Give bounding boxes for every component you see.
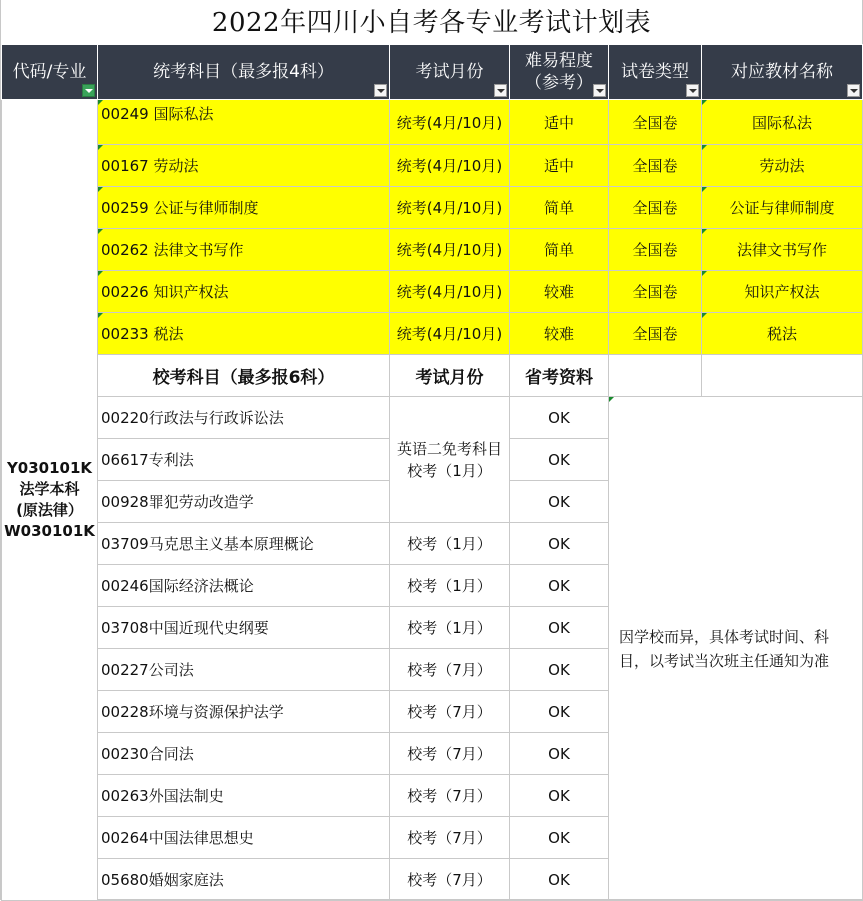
material-cell[interactable]: OK bbox=[510, 607, 609, 649]
material-cell[interactable]: OK bbox=[510, 649, 609, 691]
table-row bbox=[2, 145, 863, 187]
material-cell[interactable]: OK bbox=[510, 523, 609, 565]
unified-subject-cell[interactable]: 00167 劳动法 bbox=[98, 145, 390, 187]
textbook-cell[interactable]: 劳动法 bbox=[702, 145, 863, 187]
exam-month-cell[interactable]: 校考（1月） bbox=[390, 565, 510, 607]
paper-type-cell[interactable]: 全国卷 bbox=[609, 100, 702, 145]
material-cell[interactable]: OK bbox=[510, 439, 609, 481]
exam-month-cell[interactable]: 统考(4月/10月) bbox=[390, 229, 510, 271]
material-cell[interactable]: OK bbox=[510, 481, 609, 523]
school-subject-cell[interactable]: 03708中国近现代史纲要 bbox=[98, 607, 390, 649]
header-textbook: 对应教材名称 bbox=[702, 45, 863, 100]
school-subject-cell[interactable]: 03709马克思主义基本原理概论 bbox=[98, 523, 390, 565]
textbook-cell[interactable]: 知识产权法 bbox=[702, 271, 863, 313]
empty-cell[interactable] bbox=[609, 355, 702, 397]
material-cell[interactable]: OK bbox=[510, 733, 609, 775]
table-row bbox=[2, 187, 863, 229]
material-cell[interactable]: OK bbox=[510, 565, 609, 607]
school-subject-cell[interactable]: 06617专利法 bbox=[98, 439, 390, 481]
material-cell[interactable]: OK bbox=[510, 691, 609, 733]
textbook-cell[interactable]: 国际私法 bbox=[702, 100, 863, 145]
unified-subject-cell[interactable]: 00262 法律文书写作 bbox=[98, 229, 390, 271]
exam-month-cell[interactable]: 统考(4月/10月) bbox=[390, 145, 510, 187]
school-subheader-row bbox=[2, 355, 863, 397]
exam-month-cell[interactable]: 校考（7月） bbox=[390, 859, 510, 901]
school-subject-cell[interactable]: 00246国际经济法概论 bbox=[98, 565, 390, 607]
textbook-cell[interactable]: 法律文书写作 bbox=[702, 229, 863, 271]
header-exam-month: 考试月份 bbox=[390, 45, 510, 100]
difficulty-cell[interactable]: 适中 bbox=[510, 100, 609, 145]
unified-subject-cell[interactable]: 00259 公证与律师制度 bbox=[98, 187, 390, 229]
header-code: 代码/专业 bbox=[2, 45, 98, 100]
school-group-month-cell[interactable]: 英语二免考科目校考（1月） bbox=[390, 397, 510, 523]
school-subject-cell[interactable]: 00228环境与资源保护法学 bbox=[98, 691, 390, 733]
school-subjects-header: 校考科目（最多报6科） bbox=[98, 355, 390, 397]
filter-dropdown-icon[interactable] bbox=[686, 84, 699, 97]
textbook-cell[interactable]: 税法 bbox=[702, 313, 863, 355]
school-subject-cell[interactable]: 00263外国法制史 bbox=[98, 775, 390, 817]
difficulty-cell[interactable]: 较难 bbox=[510, 313, 609, 355]
header-row bbox=[2, 45, 863, 100]
table-row bbox=[2, 397, 863, 439]
unified-subject-cell[interactable]: 00249 国际私法 bbox=[98, 100, 390, 145]
table-row bbox=[2, 313, 863, 355]
filter-dropdown-icon[interactable] bbox=[374, 84, 387, 97]
exam-month-cell[interactable]: 校考（7月） bbox=[390, 649, 510, 691]
header-paper-type: 试卷类型 bbox=[609, 45, 702, 100]
filter-active-icon[interactable] bbox=[82, 84, 95, 97]
paper-type-cell[interactable]: 全国卷 bbox=[609, 313, 702, 355]
filter-dropdown-icon[interactable] bbox=[593, 84, 606, 97]
school-subject-cell[interactable]: 05680婚姻家庭法 bbox=[98, 859, 390, 901]
difficulty-cell[interactable]: 较难 bbox=[510, 271, 609, 313]
material-cell[interactable]: OK bbox=[510, 775, 609, 817]
difficulty-cell[interactable]: 适中 bbox=[510, 145, 609, 187]
exam-month-cell[interactable]: 校考（7月） bbox=[390, 775, 510, 817]
material-cell[interactable]: OK bbox=[510, 859, 609, 901]
exam-month-cell[interactable]: 校考（1月） bbox=[390, 523, 510, 565]
filter-dropdown-icon[interactable] bbox=[494, 84, 507, 97]
major-code-cell[interactable]: Y030101K 法学本科 (原法律） W030101K bbox=[2, 100, 98, 901]
unified-subject-cell[interactable]: 00233 税法 bbox=[98, 313, 390, 355]
empty-cell[interactable] bbox=[702, 355, 863, 397]
exam-month-cell[interactable]: 校考（1月） bbox=[390, 607, 510, 649]
table-row bbox=[2, 100, 863, 145]
exam-month-cell[interactable]: 校考（7月） bbox=[390, 733, 510, 775]
unified-subject-cell[interactable]: 00226 知识产权法 bbox=[98, 271, 390, 313]
exam-plan-table bbox=[1, 44, 863, 901]
school-note-cell[interactable]: 因学校而异，具体考试时间、科目，以考试当次班主任通知为准 bbox=[609, 397, 863, 901]
exam-month-cell[interactable]: 校考（7月） bbox=[390, 691, 510, 733]
school-subject-cell[interactable]: 00928罪犯劳动改造学 bbox=[98, 481, 390, 523]
paper-type-cell[interactable]: 全国卷 bbox=[609, 229, 702, 271]
header-difficulty: 难易程度 （参考） bbox=[510, 45, 609, 100]
school-subject-cell[interactable]: 00227公司法 bbox=[98, 649, 390, 691]
school-subject-cell[interactable]: 00264中国法律思想史 bbox=[98, 817, 390, 859]
material-cell[interactable]: OK bbox=[510, 817, 609, 859]
difficulty-cell[interactable]: 简单 bbox=[510, 187, 609, 229]
textbook-cell[interactable]: 公证与律师制度 bbox=[702, 187, 863, 229]
table-row bbox=[2, 271, 863, 313]
page-title: 2022年四川小自考各专业考试计划表 bbox=[211, 8, 652, 38]
filter-dropdown-icon[interactable] bbox=[847, 84, 860, 97]
paper-type-cell[interactable]: 全国卷 bbox=[609, 145, 702, 187]
exam-month-cell[interactable]: 校考（7月） bbox=[390, 817, 510, 859]
table-row bbox=[2, 229, 863, 271]
paper-type-cell[interactable]: 全国卷 bbox=[609, 187, 702, 229]
exam-month-cell[interactable]: 统考(4月/10月) bbox=[390, 187, 510, 229]
exam-month-cell[interactable]: 统考(4月/10月) bbox=[390, 313, 510, 355]
school-material-header: 省考资料 bbox=[510, 355, 609, 397]
school-subject-cell[interactable]: 00220行政法与行政诉讼法 bbox=[98, 397, 390, 439]
school-subject-cell[interactable]: 00230合同法 bbox=[98, 733, 390, 775]
paper-type-cell[interactable]: 全国卷 bbox=[609, 271, 702, 313]
difficulty-cell[interactable]: 简单 bbox=[510, 229, 609, 271]
exam-month-cell[interactable]: 统考(4月/10月) bbox=[390, 271, 510, 313]
exam-month-cell[interactable]: 统考(4月/10月) bbox=[390, 100, 510, 145]
material-cell[interactable]: OK bbox=[510, 397, 609, 439]
school-month-header: 考试月份 bbox=[390, 355, 510, 397]
header-unified-subjects: 统考科目（最多报4科） bbox=[98, 45, 390, 100]
